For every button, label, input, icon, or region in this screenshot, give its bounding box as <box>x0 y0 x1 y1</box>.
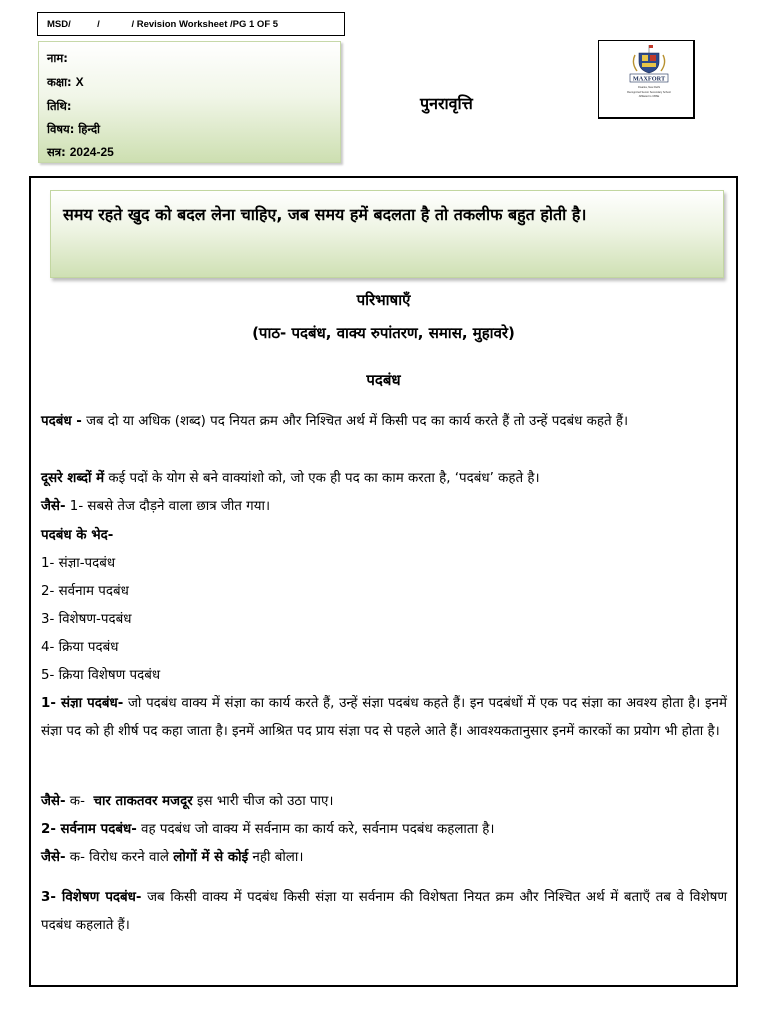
logo-line1: Recognized Senior Secondary School <box>627 91 671 94</box>
logo-line2: Affiliated to CBSE <box>638 95 660 98</box>
name-field <box>47 51 68 66</box>
subject-label: विषय: <box>47 122 75 136</box>
class-label: कक्षा: <box>47 75 72 89</box>
section-title: पदबंध <box>366 371 401 389</box>
types-title: पदबंध के भेद- <box>41 528 114 543</box>
example-1 <box>41 493 727 521</box>
adjective-phrase-term: 3- विशेषण पदबंध- <box>41 890 142 905</box>
other-words-text: कई पदों के योग से बने वाक्यांशो को, जो एक ही पद का काम करता है, ‘पदबंध’ कहते है। <box>104 471 540 486</box>
pronoun-phrase-para <box>41 816 727 844</box>
noun-example-suffix: इस भारी चीज को उठा पाए। <box>192 794 334 809</box>
example-1-term: जैसे- <box>41 499 66 514</box>
subject-field <box>47 122 100 137</box>
page-heading: पुनरावृत्ति <box>420 94 473 113</box>
type-item-5: 5- क्रिया विशेषण पदबंध <box>41 668 161 683</box>
worksheet-header-text: MSD/ / / Revision Worksheet /PG 1 OF 5 <box>47 18 279 30</box>
session-label: सत्र: <box>47 145 66 159</box>
type-item-2: 2- सर्वनाम पदबंध <box>41 584 129 599</box>
padbandh-definition <box>41 408 727 436</box>
worksheet-header <box>37 12 345 36</box>
noun-phrase-text: जो पदबंध वाक्य में संज्ञा का कार्य करते हैं, उन्हें संज्ञा पदबंध कहते हैं। इन पदबंधों में एक पद संज्ञा का अवश्य होता है। इनमें संज्ञा पद को ही शीर्ष पद कहा जाता है। इनमें आश्रित पद प्राय संज्ञा पद से पहले आते हैं। आवश्यकतानुसार इनमें कारकों का प्रयोग भी होता है। <box>41 696 727 739</box>
student-info-box <box>38 41 341 163</box>
noun-example-term: जैसे- <box>41 794 66 809</box>
other-words-para <box>41 465 727 493</box>
quote-text: समय रहते खुद को बदल लेना चाहिए, जब समय हमें बदलता है तो तकलीफ बहुत होती है। <box>63 205 587 224</box>
pronoun-example-suffix: नही बोला। <box>248 850 304 865</box>
class-field <box>47 75 84 90</box>
logo-name: MAXFORT <box>632 75 666 83</box>
example-1-text: 1- सबसे तेज दौड़ने वाला छात्र जीत गया। <box>65 499 271 514</box>
other-words-term: दूसरे शब्दों में <box>41 471 105 486</box>
padbandh-term: पदबंध - <box>41 414 82 429</box>
topics-subtitle: (पाठ- पदबंध, वाक्य रुपांतरण, समास, मुहावरे) <box>252 324 515 342</box>
type-item-4: 4- क्रिया पदबंध <box>41 640 119 655</box>
logo-tagline: Dwarka, New Delhi <box>637 86 661 89</box>
pronoun-example-prefix: क- विरोध करने वाले <box>65 850 174 865</box>
quote-box <box>50 190 724 278</box>
adjective-phrase-para <box>41 884 727 940</box>
logo-crest-icon <box>599 41 694 118</box>
name-label: नाम: <box>47 51 68 65</box>
definitions-title: परिभाषाएँ <box>356 291 411 309</box>
class-value: X <box>75 75 84 89</box>
pronoun-phrase-example <box>41 844 727 872</box>
noun-phrase-para <box>41 690 727 746</box>
type-item-3: 3- विशेषण-पदबंध <box>41 612 132 627</box>
noun-phrase-example <box>41 788 727 816</box>
session-value: 2024-25 <box>69 145 114 159</box>
date-field <box>47 99 71 114</box>
noun-example-highlight: चार ताकतवर मजदूर <box>93 794 193 809</box>
subject-value: हिन्दी <box>78 122 101 136</box>
pronoun-example-highlight: लोगों में से कोई <box>173 850 249 865</box>
adjective-phrase-text: जब किसी वाक्य में पदबंध किसी संज्ञा या सर्वनाम की विशेषता नियत क्रम और निश्चित अर्थ में बताएँ तब वे विशेषण पदबंध कहलाते हैं। <box>41 890 728 933</box>
date-label: तिथि: <box>47 99 72 113</box>
pronoun-example-term: जैसे- <box>41 850 66 865</box>
session-field <box>47 145 114 160</box>
noun-phrase-term: 1- संज्ञा पदबंध- <box>41 696 124 711</box>
school-logo <box>598 40 695 119</box>
padbandh-definition-text: जब दो या अधिक (शब्द) पद नियत क्रम और निश्चित अर्थ में किसी पद का कार्य करते हैं तो उन्हें पदबंध कहते हैं। <box>81 414 629 429</box>
pronoun-phrase-term: 2- सर्वनाम पदबंध- <box>41 822 137 837</box>
type-item-1: 1- संज्ञा-पदबंध <box>41 556 116 571</box>
noun-example-prefix: क- <box>65 794 94 809</box>
pronoun-phrase-text: वह पदबंध जो वाक्य में सर्वनाम का कार्य करे, सर्वनाम पदबंध कहलाता है। <box>136 822 495 837</box>
